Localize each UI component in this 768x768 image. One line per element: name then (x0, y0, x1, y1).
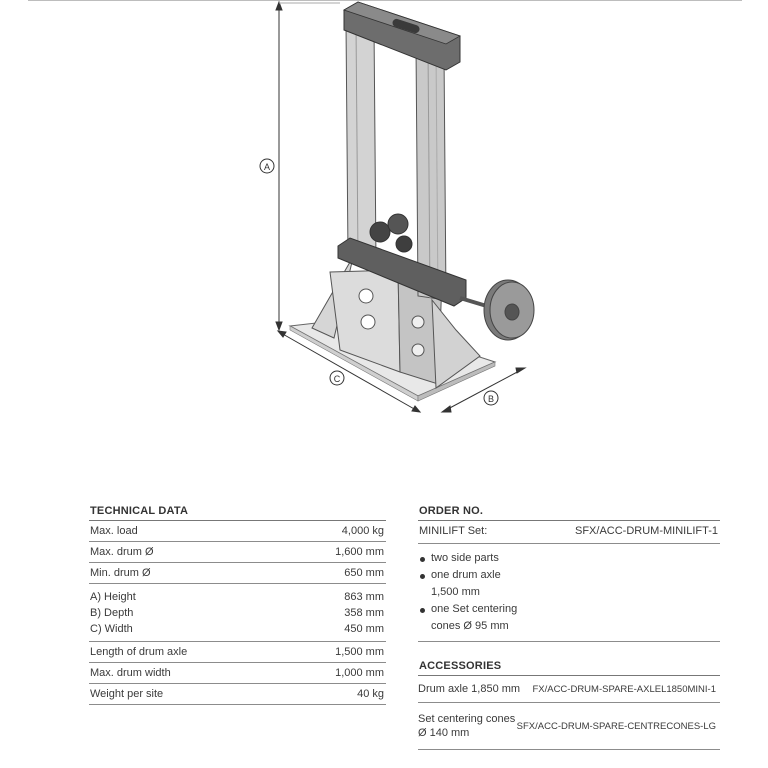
technical-data-table (89, 505, 386, 705)
spec-row-dimensions (89, 584, 386, 642)
set-code: SFX/ACC-DRUM-MINILIFT-1 (575, 525, 718, 537)
accessory-code: SFX/ACC-DRUM-SPARE-CENTRECONES-LG (516, 720, 716, 732)
spec-value: 358 mm (344, 607, 384, 619)
spec-row-weight (89, 684, 386, 705)
spec-label: B) Depth (90, 607, 134, 619)
spec-row-max-drum (89, 542, 386, 563)
order-section (418, 505, 720, 750)
dimension-a (276, 2, 340, 330)
accessories-title: ACCESSORIES (418, 660, 720, 676)
accessory-row-cones (418, 703, 720, 750)
spec-label: A) Height (90, 591, 136, 603)
spec-row-min-drum (89, 563, 386, 584)
spec-label: Max. load (90, 525, 138, 537)
technical-data-title: TECHNICAL DATA (89, 505, 386, 521)
spec-label: Weight per site (90, 688, 164, 700)
spec-label: C) Width (90, 623, 133, 635)
label-a: A (263, 162, 271, 172)
spec-label: Length of drum axle (90, 646, 188, 658)
spec-label: Min. drum Ø (90, 567, 151, 579)
accessory-row-axle (418, 676, 720, 703)
wheel (460, 280, 534, 340)
set-row (418, 525, 720, 544)
set-contents-list (418, 550, 720, 635)
spec-value: 650 mm (344, 567, 384, 579)
dimension-a-label (260, 159, 274, 173)
spec-row-axle-length (89, 642, 386, 663)
accessory-label: Drum axle 1,850 mm (418, 683, 521, 695)
list-item: one drum axle 1,500 mm (418, 567, 720, 601)
list-item: one Set centering cones Ø 95 mm (418, 601, 720, 635)
spec-label: Max. drum Ø (90, 546, 154, 558)
spec-value: 1,500 mm (335, 646, 384, 658)
label-b: B (487, 394, 495, 404)
list-item: two side parts (418, 550, 720, 567)
dimension-c-label (330, 371, 344, 385)
spec-value: 1,000 mm (335, 667, 384, 679)
dimension-labels (89, 589, 136, 637)
label-c: C (333, 374, 341, 384)
dimension-values (344, 589, 386, 637)
spec-value: 4,000 kg (341, 525, 384, 537)
spec-row-max-load (89, 521, 386, 542)
minilift-set (418, 521, 720, 642)
accessory-code: FX/ACC-DRUM-SPARE-AXLEL1850MINI-1 (532, 683, 716, 695)
order-title: ORDER NO. (418, 505, 720, 521)
dimension-b-label (484, 391, 498, 405)
accessory-label: Set centering cones Ø 140 mm (418, 713, 516, 739)
spec-row-drum-width (89, 663, 386, 684)
set-label: MINILIFT Set: (419, 525, 488, 537)
spec-value: 450 mm (344, 623, 384, 635)
spec-value: 40 kg (357, 688, 384, 700)
spec-label: Max. drum width (90, 667, 171, 679)
spec-value: 863 mm (344, 591, 384, 603)
spec-value: 1,600 mm (335, 546, 384, 558)
